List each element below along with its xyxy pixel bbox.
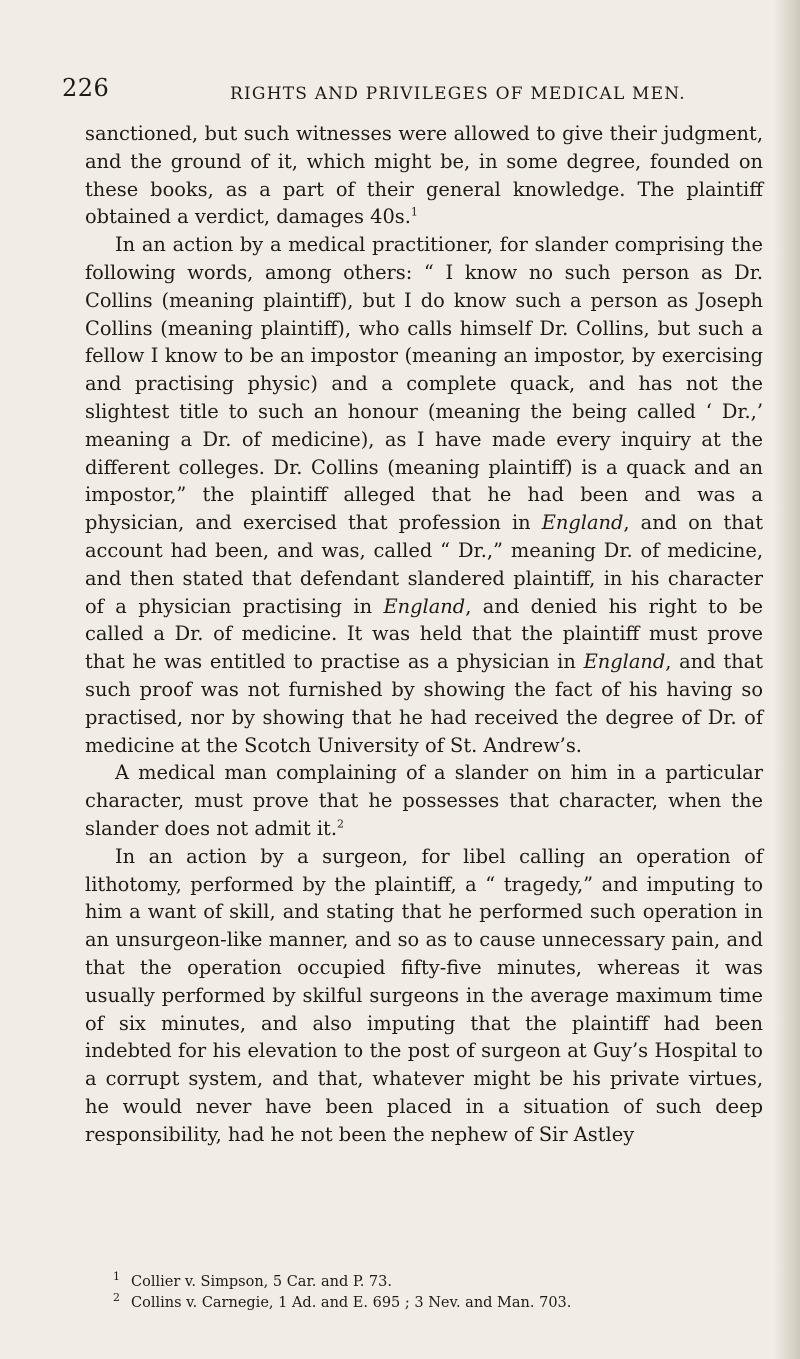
page-edge-shadow [774, 0, 800, 1359]
footnotes [113, 1272, 773, 1314]
footnote-ref-2: 2 [337, 817, 344, 831]
paragraph-2 [85, 231, 763, 759]
place-england-3: England [583, 650, 666, 674]
paragraph-2-part-d: , and that such proof was not furnished by showing the fact of his having so practised, nor by showing that he had received the degree of Dr. of medicine at the Scotch University of St. Andrew’s. [85, 650, 763, 757]
paragraph-4: In an action by a surgeon, for libel calling an operation of lithotomy, performed by the plaintiff, a “ tragedy,” and imputing to him a want of skill, and stating that he performed such operation in an unsurgeon-like manner, and so as to cause unnecessary pain, and that the operation occupied fifty-five minutes, whereas it was usually performed by skilful surgeons in the average maximum time of six minutes, and also imputing that the plaintiff had been indebted for his elevation to the post of surgeon at Guy’s Hospital to a corrupt system, and that, whatever might be his private virtues, he would never have been placed in a situation of such deep responsibility, had he not been the nephew of Sir Astley [85, 844, 763, 1146]
footnote-2-text: Collins v. Carnegie, 1 Ad. and E. 695 ; 3 Nev. and Man. 703. [131, 1295, 572, 1311]
place-england-1: England [541, 511, 624, 535]
footnote-1-text: Collier v. Simpson, 5 Car. and P. 73. [131, 1274, 392, 1290]
paragraph-3 [85, 759, 763, 842]
body-text [85, 120, 763, 1148]
paragraph-2-part-b: , and on that account had been, and was, called “ Dr.,” meaning Dr. of medicine, and then stated that defendant slandered plaintiff, in his character of a physician practising in [85, 511, 763, 618]
footnote-2: 2 Collins v. Carnegie, 1 Ad. and E. 695 ; 3 Nev. and Man. 703. [113, 1291, 572, 1311]
footnote-1: 1 Collier v. Simpson, 5 Car. and P. 73. [113, 1270, 392, 1290]
paragraph-3-text: A medical man complaining of a slander on him in a particular character, must prove that he possesses that character, when the slander does not admit it. [85, 761, 763, 840]
running-title: RIGHTS AND PRIVILEGES OF MEDICAL MEN. [230, 84, 686, 104]
footnote-ref-1: 1 [410, 205, 418, 219]
paragraph-2-part-a: In an action by a medical practitioner, for slander comprising the following words, among others: “ I know no such person as Dr. Collins (meaning plaintiff), but I do know such a person as Joseph Collins (meaning plaintiff), who calls himself Dr. Collins, but such a fellow I know to be an impostor (meaning an impostor, by exercising and practising physic) and a complete quack, and has not the slightest title to such an honour (meaning the being called ‘ Dr.,’ meaning a Dr. of medicine), as I have made every inquiry at the different colleges. Dr. Collins (meaning plaintiff) is a quack and an impostor,” the plaintiff alleged that he had been and was a physician, and exercised that profession in [85, 233, 763, 535]
page-number: 226 [62, 74, 110, 102]
paragraph-2-part-c: , and denied his right to be called a Dr. of medicine. It was held that the plaintiff must prove that he was entitled to practise as a physician in [85, 594, 763, 674]
place-england-2: England [383, 594, 466, 618]
paragraph-1 [85, 120, 763, 231]
paragraph-1-text: sanctioned, but such witnesses were allowed to give their judgment, and the ground of it, which might be, in some degree, founded on these books, as a part of their general knowledge. The plaintiff obtained a verdict, damages 40s. [85, 122, 763, 229]
